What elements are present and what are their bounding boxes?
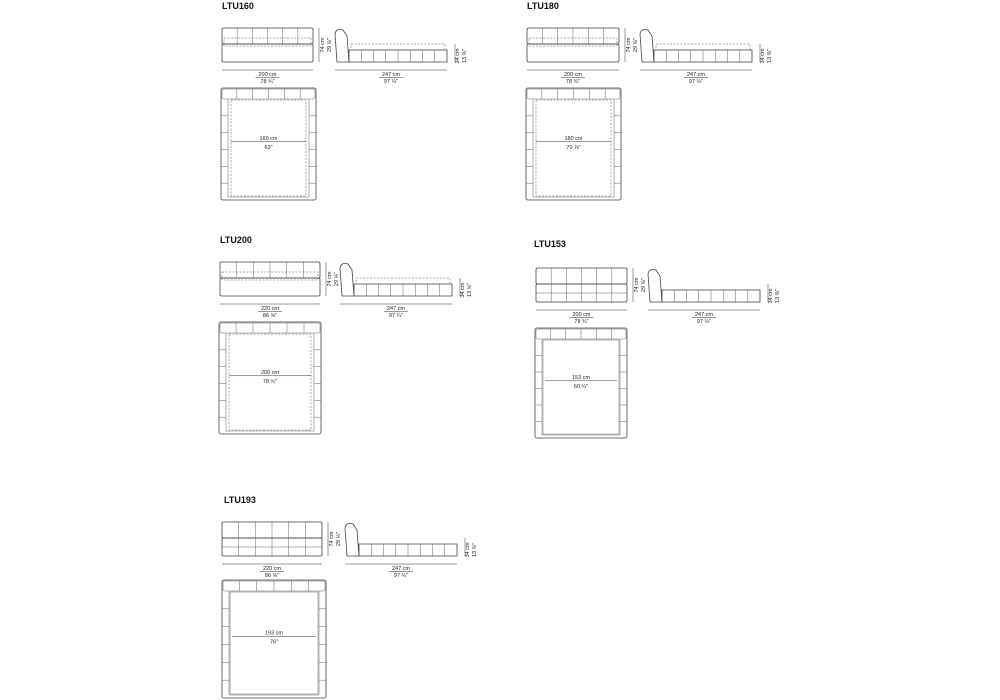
side-height-cm-label: 34 cm [455, 48, 461, 64]
side-height-cm-label: 34 cm [760, 48, 766, 64]
side-length-in-label: 97 ¼" [393, 573, 409, 579]
front-height-cm-label: 74 cm [320, 37, 326, 53]
front-height-in-label: 29 ⅛" [334, 271, 340, 287]
side-height-in-label: 13 ⅜" [775, 288, 781, 304]
side-view [648, 270, 781, 326]
side-length-cm-label: 247 cm [391, 566, 411, 572]
model-drawing-ltu153 [534, 239, 781, 438]
plan-view [222, 580, 326, 698]
front-width-in-label: 78 ¾" [565, 79, 581, 85]
front-width-in-label: 86 ⅝" [264, 573, 280, 579]
model-drawing-ltu160 [221, 1, 468, 200]
model-code-title: LTU160 [222, 1, 254, 11]
front-height-in-label: 29 ⅛" [327, 37, 333, 53]
mattress-width-cm-label: 200 cm [260, 369, 280, 376]
mattress-width-cm-label: 180 cm [564, 135, 583, 142]
mattress-width-in-label: 60 ¼" [573, 383, 589, 390]
front-view [220, 262, 340, 319]
side-length-cm-label: 247 cm [386, 306, 406, 312]
front-height-cm-label: 74 cm [634, 277, 640, 293]
front-width-cm-label: 220 cm [260, 306, 280, 312]
model-code-title: LTU180 [527, 1, 559, 11]
side-length-in-label: 97 ¼" [383, 79, 399, 85]
front-view [222, 28, 333, 85]
side-view [345, 524, 478, 580]
plan-view [535, 328, 627, 438]
front-view [536, 268, 647, 325]
model-drawing-ltu180 [526, 1, 773, 200]
side-height-cm-label: 34 cm [768, 288, 774, 304]
front-width-in-label: 78 ¾" [574, 319, 589, 325]
side-view [340, 264, 473, 320]
front-width-in-label: 78 ¾" [260, 79, 275, 85]
front-height-cm-label: 74 cm [626, 37, 632, 53]
side-view [640, 30, 773, 86]
side-length-cm-label: 247 cm [694, 312, 714, 318]
mattress-width-cm-label: 160 cm [259, 135, 278, 142]
model-drawing-ltu200 [219, 235, 473, 434]
side-height-cm-label: 34 cm [460, 282, 466, 298]
side-view [335, 30, 468, 86]
mattress-width-in-label: 63" [264, 144, 273, 151]
front-height-in-label: 29 ⅛" [641, 277, 647, 293]
side-height-in-label: 13 ⅜" [467, 282, 473, 298]
front-height-in-label: 29 ⅛" [336, 531, 342, 547]
front-height-in-label: 29 ⅛" [633, 37, 639, 53]
model-code-title: LTU200 [220, 235, 252, 245]
front-width-cm-label: 200 cm [563, 72, 583, 78]
front-view [527, 28, 639, 85]
side-length-in-label: 97 ¼" [388, 313, 404, 319]
model-code-title: LTU153 [534, 239, 566, 249]
front-height-cm-label: 74 cm [329, 531, 335, 547]
mattress-width-cm-label: 193 cm [264, 630, 284, 637]
side-height-in-label: 13 ⅜" [767, 48, 773, 64]
front-width-cm-label: 200 cm [258, 72, 277, 78]
side-height-cm-label: 34 cm [465, 542, 471, 558]
side-height-in-label: 13 ⅜" [472, 542, 478, 558]
front-view [222, 522, 342, 579]
front-height-cm-label: 74 cm [327, 271, 333, 287]
front-width-in-label: 86 ⅝" [262, 313, 278, 319]
mattress-width-in-label: 76" [269, 639, 279, 646]
front-width-cm-label: 220 cm [262, 566, 282, 572]
side-length-cm-label: 247 cm [686, 72, 706, 78]
model-drawing-ltu193 [222, 495, 478, 698]
mattress-width-in-label: 70 ⅞" [566, 144, 581, 151]
side-length-in-label: 97 ¼" [696, 319, 712, 325]
side-length-cm-label: 247 cm [381, 72, 401, 78]
side-height-in-label: 13 ⅜" [462, 48, 468, 64]
mattress-width-cm-label: 153 cm [571, 374, 591, 381]
plan-view [221, 88, 316, 200]
side-length-in-label: 97 ¼" [688, 79, 704, 85]
plan-view [526, 88, 621, 200]
plan-view [219, 322, 321, 434]
model-code-title: LTU193 [224, 495, 256, 505]
front-width-cm-label: 200 cm [572, 312, 591, 318]
mattress-width-in-label: 78 ¾" [262, 378, 278, 385]
